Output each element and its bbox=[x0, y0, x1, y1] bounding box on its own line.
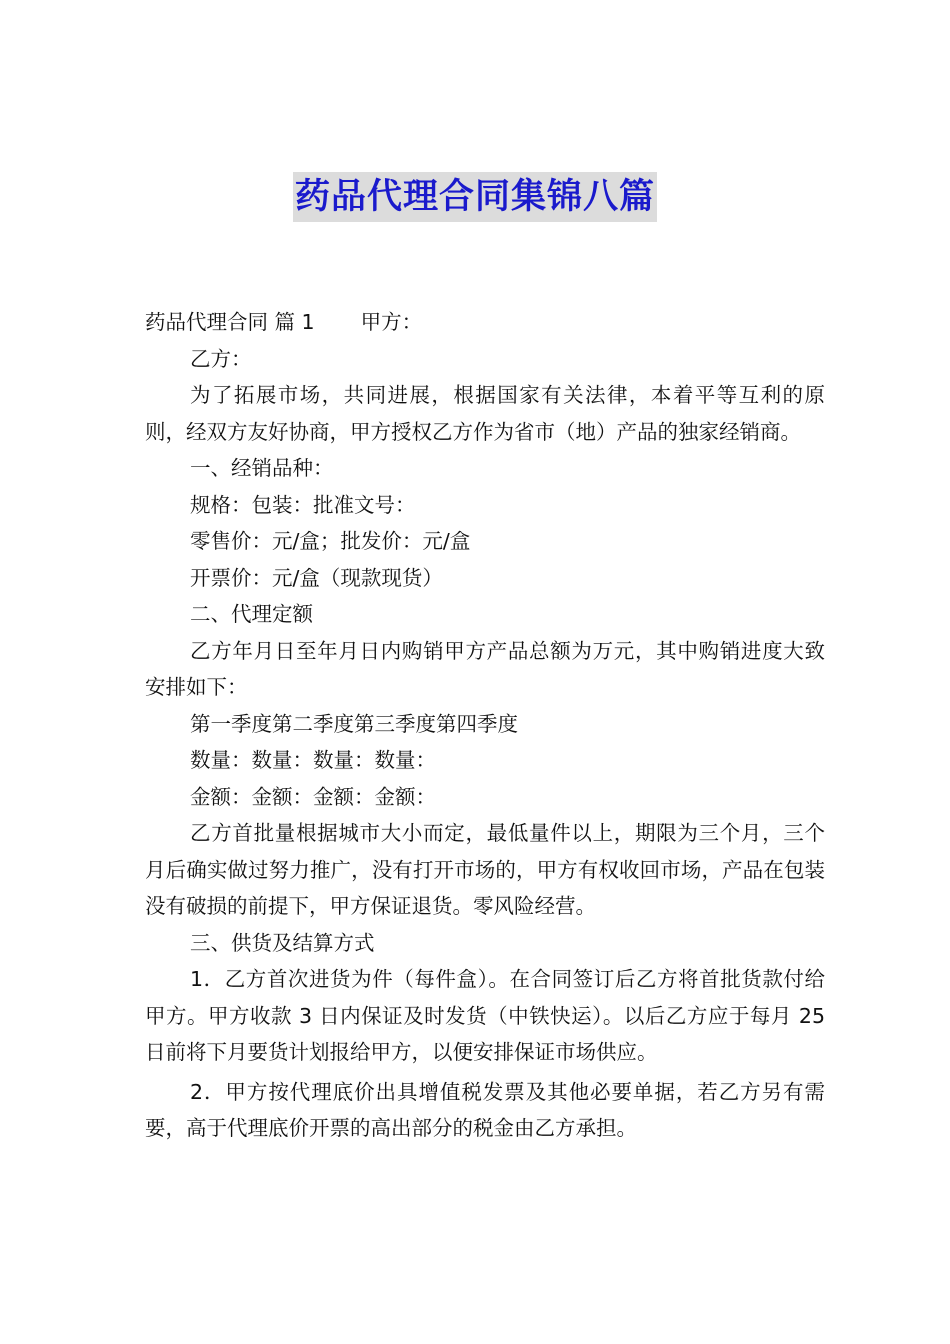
contract-heading: 药品代理合同 篇 1 bbox=[145, 310, 315, 334]
paragraph: 乙方首批量根据城市大小而定，最低量件以上，期限为三个月，三个月后确实做过努力推广，没有打开市场的，甲方有权收回市场，产品在包装没有破损的前提下，甲方保证退货。零风险经营。 bbox=[145, 821, 825, 918]
paragraph: 规格：包装：批准文号： bbox=[190, 492, 416, 517]
document-title: 药品代理合同集锦八篇 bbox=[293, 172, 657, 222]
first-line bbox=[145, 304, 825, 341]
document-body bbox=[145, 304, 825, 1147]
paragraph: 金额：金额：金额：金额： bbox=[190, 784, 436, 809]
paragraph: 数量：数量：数量：数量： bbox=[190, 748, 436, 772]
paragraph: 2．甲方按代理底价出具增值税发票及其他必要单据，若乙方另有需要，高于代理底价开票的高出部分的税金由乙方承担。 bbox=[145, 1079, 825, 1140]
paragraph: 为了拓展市场，共同进展，根据国家有关法律，本着平等互利的原则，经双方友好协商，甲方授权乙方作为省市（地）产品的独家经销商。 bbox=[145, 383, 825, 444]
paragraph: 第一季度第二季度第三季度第四季度 bbox=[190, 711, 518, 736]
paragraph: 一、经销品种： bbox=[190, 456, 334, 480]
paragraph: 乙方年月日至年月日内购销甲方产品总额为万元，其中购销进度大致安排如下： bbox=[145, 638, 825, 699]
paragraph: 1．乙方首次进货为件（每件盒）。在合同签订后乙方将首批货款付给甲方。甲方收款 3 日内保证及时发货（中铁快运）。以后乙方应于每月 25 日前将下月要货计划报给甲方，以便安排保证市场供应。 bbox=[145, 967, 825, 1064]
paragraph: 二、代理定额 bbox=[190, 602, 313, 626]
party-a-label: 甲方： bbox=[360, 310, 423, 334]
title-container bbox=[0, 172, 950, 222]
paragraph: 开票价：元/盒（现款现货） bbox=[190, 565, 443, 590]
paragraph: 三、供货及结算方式 bbox=[190, 930, 375, 955]
paragraph: 乙方： bbox=[190, 346, 252, 371]
paragraph: 零售价：元/盒；批发价：元/盒 bbox=[190, 529, 471, 553]
